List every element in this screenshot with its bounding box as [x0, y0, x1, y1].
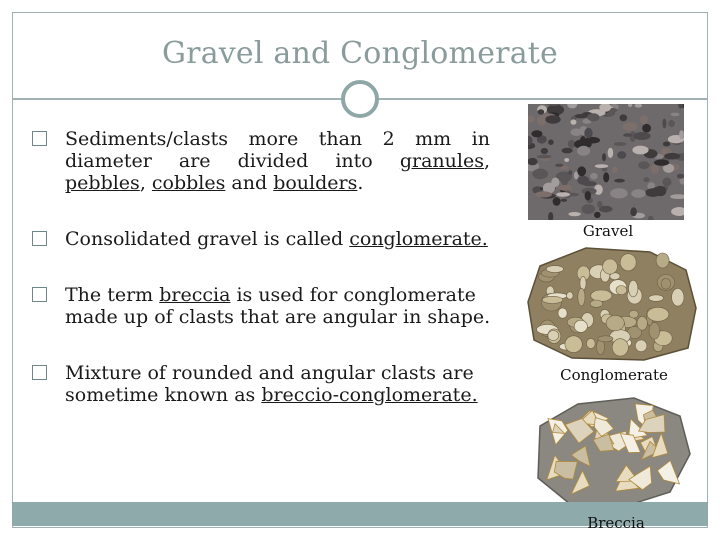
- pebble-texture: [638, 161, 649, 169]
- pebble-texture: [640, 115, 648, 124]
- rounded-clast-texture: [629, 310, 638, 318]
- pebble-texture: [631, 189, 645, 198]
- bullet-text: [65, 362, 505, 406]
- pebble-texture: [587, 113, 599, 121]
- pebble-texture: [548, 139, 554, 145]
- pebble-texture: [602, 153, 606, 161]
- rounded-clast-texture: [567, 292, 574, 299]
- pebble-texture: [585, 191, 591, 200]
- bullet-item: [32, 128, 502, 194]
- conglomerate-caption: Conglomerate: [560, 366, 668, 384]
- pebble-texture: [608, 148, 614, 158]
- rounded-clast-texture: [656, 253, 669, 268]
- rounded-clast-texture: [548, 331, 559, 341]
- bullet-item: [32, 228, 502, 250]
- underlined-term: conglomerate.: [349, 228, 488, 250]
- pebble-texture: [677, 174, 684, 179]
- pebble-texture: [582, 204, 596, 214]
- pebble-texture: [614, 179, 625, 183]
- rounded-clast-texture: [637, 316, 647, 330]
- pebble-texture: [590, 173, 598, 180]
- pebble-texture: [662, 119, 666, 129]
- bullet-box-icon: [32, 287, 47, 302]
- pebble-texture: [663, 142, 670, 147]
- pebble-texture: [612, 167, 618, 173]
- pebble-texture: [577, 146, 590, 156]
- pebble-texture: [663, 178, 672, 187]
- pebble-texture: [643, 177, 649, 182]
- pebble-texture: [568, 212, 580, 216]
- pebble-texture: [541, 148, 548, 154]
- rounded-clast-texture: [620, 254, 636, 271]
- pebble-texture: [555, 164, 563, 167]
- pebble-texture: [651, 164, 659, 173]
- rounded-clast-texture: [672, 289, 684, 307]
- pebble-texture: [623, 133, 632, 137]
- pebble-texture: [559, 185, 572, 191]
- underlined-term: breccio-conglomerate.: [261, 384, 478, 406]
- pebble-texture: [540, 158, 550, 161]
- bullet-item: [32, 362, 502, 406]
- pebble-texture: [679, 130, 684, 139]
- rounded-clast-texture: [590, 300, 603, 307]
- bullet-text: [65, 284, 505, 328]
- rounded-clast-texture: [606, 315, 624, 330]
- bullet-item: [32, 284, 502, 328]
- pebble-texture: [531, 130, 542, 137]
- pebble-texture: [562, 148, 573, 154]
- pebble-texture: [564, 158, 569, 162]
- breccia-photo: [530, 396, 692, 508]
- pebble-texture: [577, 176, 589, 185]
- pebble-texture: [603, 172, 609, 182]
- bullet-text-segment: ,: [139, 172, 152, 194]
- pebble-texture: [597, 201, 602, 208]
- pebble-texture: [568, 170, 572, 175]
- underlined-term: pebbles: [65, 172, 140, 194]
- rounded-clast-texture: [616, 286, 627, 295]
- rounded-clast-texture: [591, 290, 612, 301]
- underlined-term: boulders: [273, 172, 358, 194]
- rounded-clast-texture: [586, 338, 595, 348]
- rounded-clast-texture: [574, 320, 587, 332]
- rounded-clast-texture: [629, 280, 638, 297]
- pebble-texture: [577, 166, 586, 176]
- pebble-texture: [584, 128, 592, 138]
- underlined-term: granules: [399, 150, 484, 172]
- rounded-clast-texture: [612, 339, 628, 356]
- bullet-text-segment: Mixture of rounded and angular clasts are sometime known as: [65, 362, 474, 406]
- bullet-text-segment: ,: [483, 150, 490, 172]
- gravel-photo: [528, 104, 684, 220]
- conglomerate-photo: [526, 244, 698, 362]
- bullet-text-segment: Consolidated gravel is called: [65, 228, 350, 250]
- rounded-clast-texture: [603, 259, 618, 274]
- bullet-text-segment: The term: [65, 284, 160, 306]
- pebble-texture: [595, 164, 608, 168]
- rounded-clast-texture: [578, 288, 585, 306]
- bullet-text-segment: is used for conglomerate made up of clasts that are angular in shape.: [65, 284, 491, 328]
- pebble-texture: [553, 197, 561, 206]
- pebble-texture: [623, 122, 638, 131]
- pebble-texture: [557, 173, 563, 178]
- pebble-texture: [634, 132, 651, 140]
- pebble-texture: [537, 155, 552, 159]
- rounded-clast-texture: [661, 279, 671, 290]
- pebble-texture: [556, 192, 570, 197]
- pebble-texture: [538, 109, 545, 114]
- pebble-texture: [614, 142, 627, 146]
- bullet-box-icon: [32, 231, 47, 246]
- pebble-texture: [610, 188, 628, 198]
- pebble-texture: [632, 146, 648, 155]
- pebble-texture: [620, 114, 628, 121]
- bullet-text-segment: Sediments/clasts more than 2 mm in diameter are divided into: [65, 128, 490, 172]
- pebble-texture: [654, 159, 669, 165]
- gravel-caption: Gravel: [582, 222, 634, 240]
- rounded-clast-texture: [598, 336, 613, 342]
- pebble-texture: [668, 120, 675, 127]
- rounded-clast-texture: [542, 296, 563, 303]
- pebble-texture: [535, 191, 552, 197]
- pebble-texture: [571, 119, 577, 124]
- pebble-texture: [645, 188, 660, 197]
- breccia-caption: Breccia: [587, 514, 645, 532]
- pebble-texture: [630, 207, 637, 216]
- pebble-texture: [545, 115, 560, 123]
- underlined-term: breccia: [159, 284, 231, 306]
- rounded-clast-texture: [565, 336, 582, 353]
- divider-ring-ornament: [341, 80, 379, 118]
- rounded-clast-texture: [649, 295, 664, 302]
- pebble-texture: [585, 137, 600, 144]
- pebble-texture: [571, 128, 582, 136]
- pebble-texture: [568, 140, 575, 149]
- bullet-box-icon: [32, 131, 47, 146]
- bullet-box-icon: [32, 365, 47, 380]
- rounded-clast-texture: [558, 308, 567, 318]
- bullet-text-segment: and: [225, 172, 274, 194]
- rounded-clast-texture: [635, 340, 647, 352]
- bullet-text-segment: .: [357, 172, 364, 194]
- pebble-texture: [532, 169, 548, 180]
- pebble-texture: [551, 178, 559, 187]
- pebble-texture: [617, 151, 626, 158]
- rounded-clast-texture: [647, 307, 669, 321]
- pebble-texture: [664, 153, 680, 160]
- bullet-text: [65, 128, 490, 194]
- underlined-term: cobbles: [151, 172, 226, 194]
- bullet-text: [65, 228, 502, 250]
- rounded-clast-texture: [546, 266, 563, 273]
- slide-title: Gravel and Conglomerate: [161, 36, 558, 71]
- pebble-texture: [671, 113, 680, 117]
- pebble-texture: [594, 212, 601, 218]
- pebble-texture: [561, 199, 567, 202]
- pebble-texture: [642, 124, 651, 133]
